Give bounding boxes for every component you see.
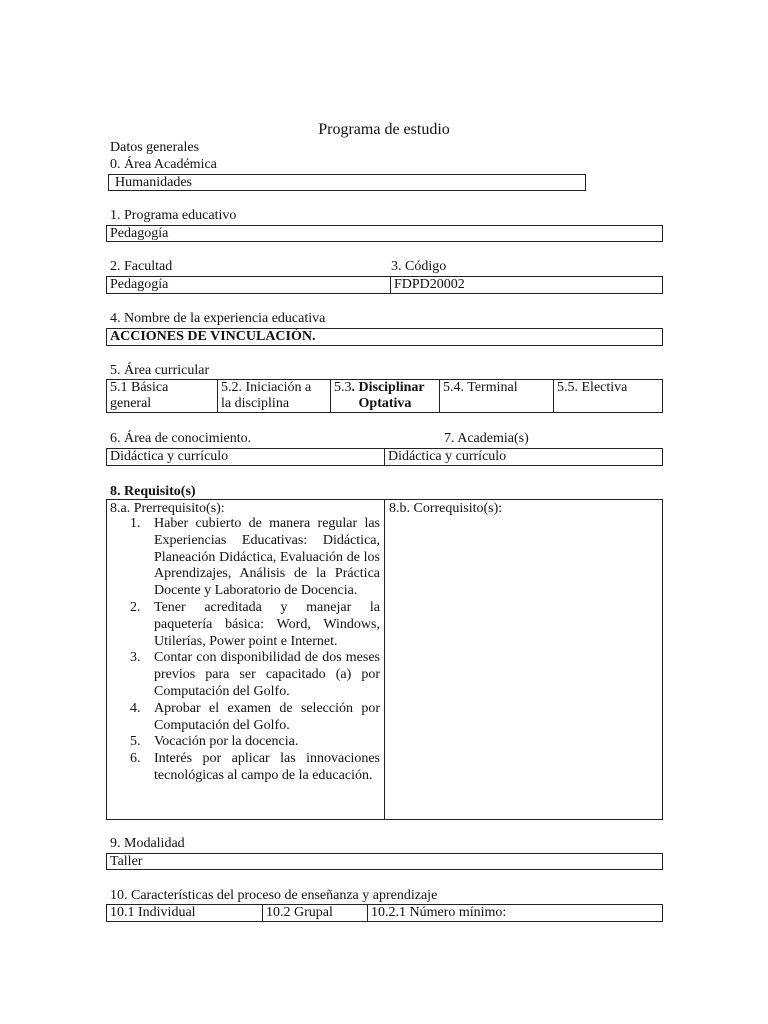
- section-datos-generales: Datos generales: [110, 140, 200, 155]
- option-line2: la disciplina: [221, 396, 290, 411]
- list-item-text: Aprobar el examen de selección por Computación del Golfo.: [154, 700, 380, 733]
- requisito-heading: 8. Requisito(s): [110, 484, 196, 499]
- individual-cell: 10.1 Individual: [110, 905, 196, 920]
- list-item-text: Interés por aplicar las innovaciones tecnológicas al campo de la educación.: [154, 751, 380, 783]
- area-option-basica: [107, 380, 217, 412]
- modalidad-value: Taller: [110, 854, 143, 869]
- option-line2: general: [110, 396, 152, 411]
- area-academica-value: Humanidades: [115, 175, 192, 190]
- column-divider: [384, 500, 385, 819]
- area-conocimiento-label: 6. Área de conocimiento.: [110, 431, 252, 446]
- caracteristicas-table: [106, 904, 663, 922]
- area-curricular-table: [106, 379, 663, 413]
- numero-minimo-cell: 10.2.1 Número mínimo:: [371, 905, 507, 920]
- area-option-iniciacion: [218, 380, 330, 412]
- modalidad-field: [106, 853, 663, 870]
- option-line1: 5.1 Básica: [110, 380, 169, 395]
- list-item-text: Contar con disponibilidad de dos meses previos para ser capacitado (a) por Computación del Golfo.: [154, 650, 380, 699]
- conocimiento-academia-row: [106, 448, 663, 466]
- experiencia-field: [106, 328, 663, 346]
- option-line1: 5.4. Terminal: [443, 380, 518, 395]
- area-academica-field: [108, 174, 586, 191]
- list-item: 4. Aprobar el examen de selección por Computación del Golfo.: [130, 700, 380, 733]
- programa-educativo-field: [106, 225, 663, 242]
- option-line1: 5.2. Iniciación a: [221, 380, 312, 395]
- list-item: 1. Haber cubierto de manera regular las Experiencias Educativas: Didáctica, Planeación Didáctica, Evaluación de los Aprendizajes, Análisis de la Práctica Docente y Laboratorio de Docencia.: [130, 516, 380, 599]
- prerrequisitos-list: [130, 516, 380, 785]
- programa-educativo-value: Pedagogía: [110, 226, 169, 241]
- facultad-label: 2. Facultad: [110, 259, 173, 274]
- list-item: 2. Tener acreditada y manejar la paquetería básica: Word, Windows, Utilerías, Power point e Internet.: [130, 599, 380, 649]
- area-conocimiento-value: Didáctica y currículo: [110, 449, 229, 464]
- area-option-terminal: [440, 380, 553, 412]
- option-line1-bold: . Disciplinar: [351, 380, 425, 395]
- area-option-electiva: [554, 380, 662, 412]
- list-item: 5. Vocación por la docencia.: [130, 734, 299, 750]
- list-item-text: Haber cubierto de manera regular las Experiencias Educativas: Didáctica, Planeación Didáctica, Evaluación de los Aprendizajes, Análisis de la Práctica Docente y Laboratorio de Docencia.: [154, 516, 380, 599]
- facultad-value: Pedagogía: [110, 277, 169, 292]
- list-item: 6. Interés por aplicar las innovaciones tecnológicas al campo de la educación.: [130, 751, 380, 783]
- caracteristicas-label: 10. Características del proceso de enseñanza y aprendizaje: [110, 888, 438, 903]
- modalidad-label: 9. Modalidad: [110, 836, 185, 851]
- option-line1-prefix: 5.3: [334, 380, 352, 395]
- grupal-cell: 10.2 Grupal: [266, 905, 333, 920]
- list-item-text: Vocación por la docencia.: [154, 734, 299, 750]
- academia-value: Didáctica y currículo: [388, 449, 507, 464]
- programa-educativo-label: 1. Programa educativo: [110, 208, 237, 223]
- list-item-text: Tener acreditada y manejar la paquetería básica: Word, Windows, Utilerías, Power point e Internet.: [154, 599, 380, 649]
- codigo-label: 3. Código: [391, 259, 447, 274]
- experiencia-value: ACCIONES DE VINCULACIÓN.: [110, 329, 316, 344]
- option-line1: [334, 380, 436, 396]
- area-option-disciplinar: [331, 380, 439, 412]
- experiencia-label: 4. Nombre de la experiencia educativa: [110, 311, 326, 326]
- prerrequisitos-label: 8.a. Prerrequisito(s):: [110, 501, 225, 516]
- facultad-codigo-row: [106, 276, 663, 294]
- area-academica-label: 0. Área Académica: [110, 157, 217, 172]
- codigo-value: FDPD20002: [394, 277, 465, 292]
- option-line2: Optativa: [358, 396, 412, 411]
- academia-label: 7. Academia(s): [444, 431, 529, 446]
- page-title: Programa de estudio: [318, 121, 450, 138]
- correquisitos-label: 8.b. Correquisito(s):: [389, 501, 503, 516]
- option-line1: 5.5. Electiva: [557, 380, 628, 395]
- list-item: 3. Contar con disponibilidad de dos meses previos para ser capacitado (a) por Computación del Golfo.: [130, 650, 380, 699]
- area-curricular-label: 5. Área curricular: [110, 363, 210, 378]
